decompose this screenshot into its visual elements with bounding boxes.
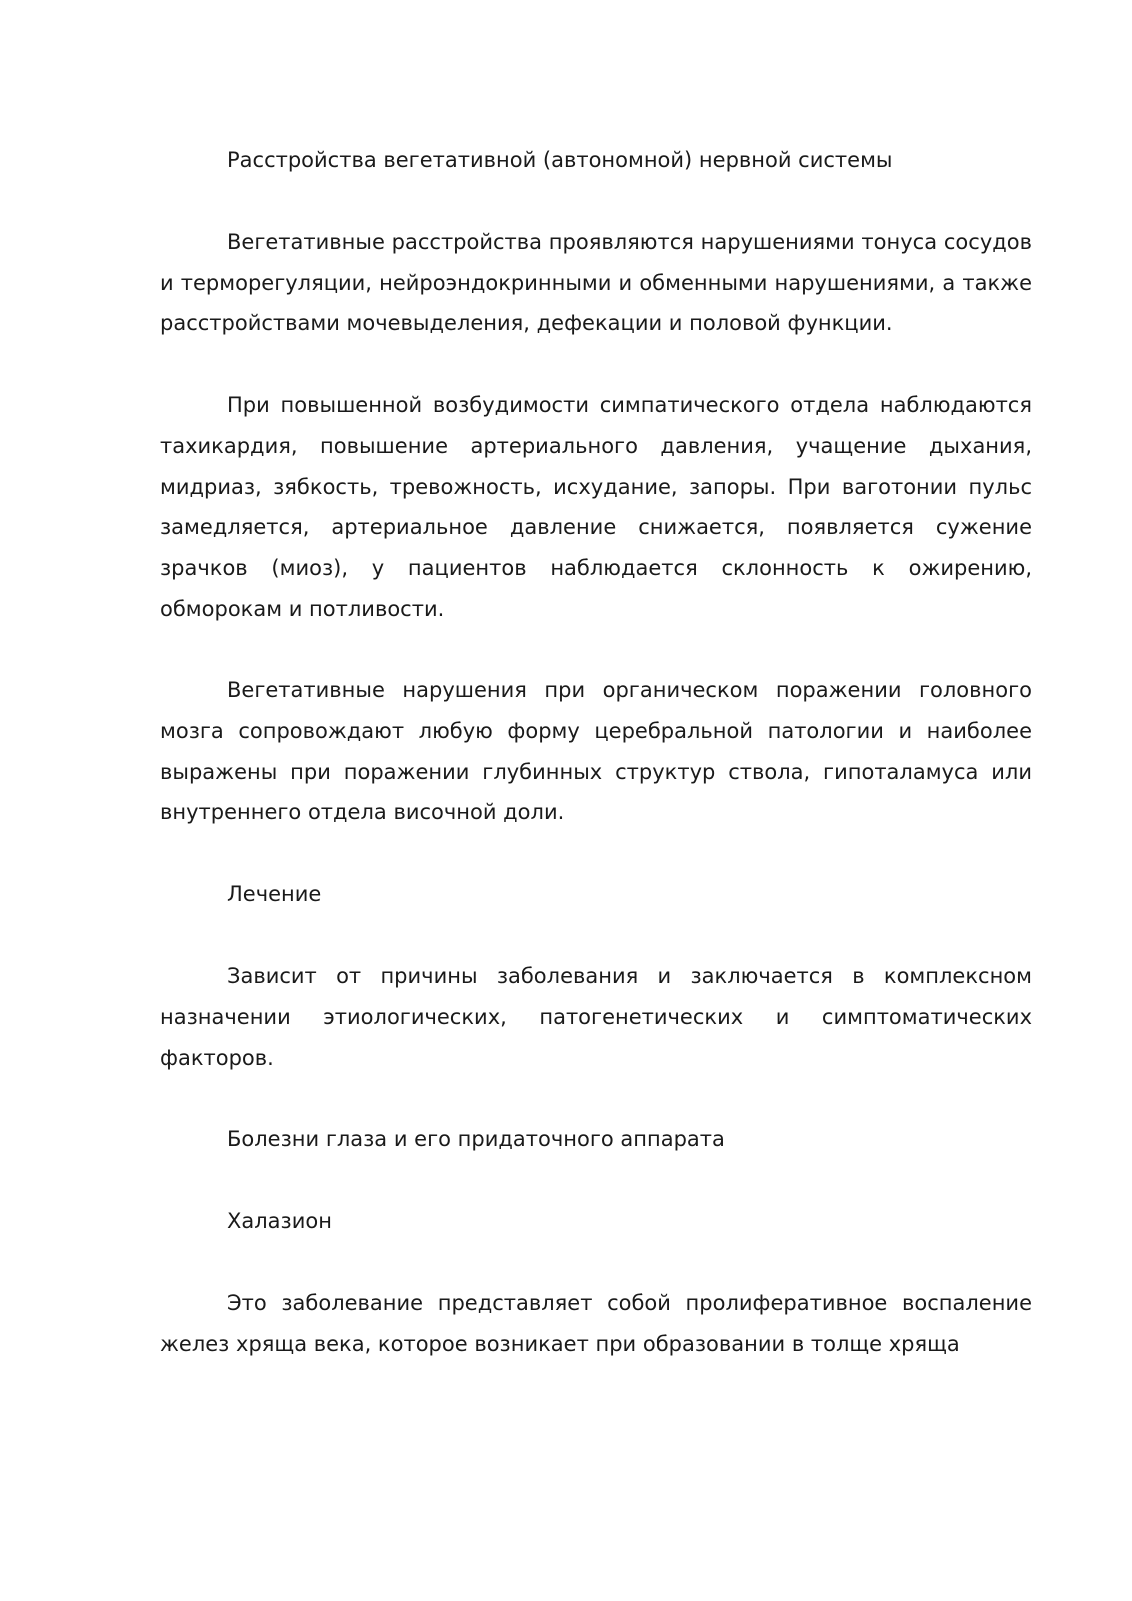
paragraph: Вегетативные расстройства проявляются нарушениями тонуса сосудов и терморегуляции, нейроэндокринными и обменными нарушениями, а также расстройствами мочевыделения, дефекации и половой функции. <box>160 230 1032 336</box>
chalazion-heading: Халазион <box>227 1209 332 1234</box>
spacer <box>160 915 1032 956</box>
paragraph: При повышенной возбудимости симпатического отдела наблюдаются тахикардия, повышение артериального давления, учащение дыхания, мидриаз, зябкость, тревожность, исхудание, запоры. При ваготонии пульс замедляется, артериальное давление снижается, появляется сужение зрачков (миоз), у пациентов наблюдается склонность к ожирению, обморокам и потливости. <box>160 393 1032 621</box>
eye-section-title: Болезни глаза и его придаточного аппарата <box>227 1127 725 1152</box>
document-page <box>160 140 1032 1365</box>
spacer <box>160 1242 1032 1283</box>
spacer <box>160 181 1032 222</box>
spacer <box>160 1160 1032 1201</box>
paragraph: Это заболевание представляет собой пролиферативное воспаление желез хряща века, которое возникает при образовании в толще хряща <box>160 1291 1032 1356</box>
spacer <box>160 1078 1032 1119</box>
paragraph: Зависит от причины заболевания и заключается в комплексном назначении этиологических, патогенетических и симптоматических факторов. <box>160 964 1032 1070</box>
paragraph: Вегетативные нарушения при органическом поражении головного мозга сопровождают любую форму церебральной патологии и наиболее выражены при поражении глубинных структур ствола, гипоталамуса или внутреннего отдела височной доли. <box>160 678 1032 825</box>
spacer <box>160 344 1032 385</box>
treatment-heading: Лечение <box>227 882 322 907</box>
spacer <box>160 629 1032 670</box>
section-title: Расстройства вегетативной (автономной) нервной системы <box>227 148 893 172</box>
spacer <box>160 833 1032 874</box>
